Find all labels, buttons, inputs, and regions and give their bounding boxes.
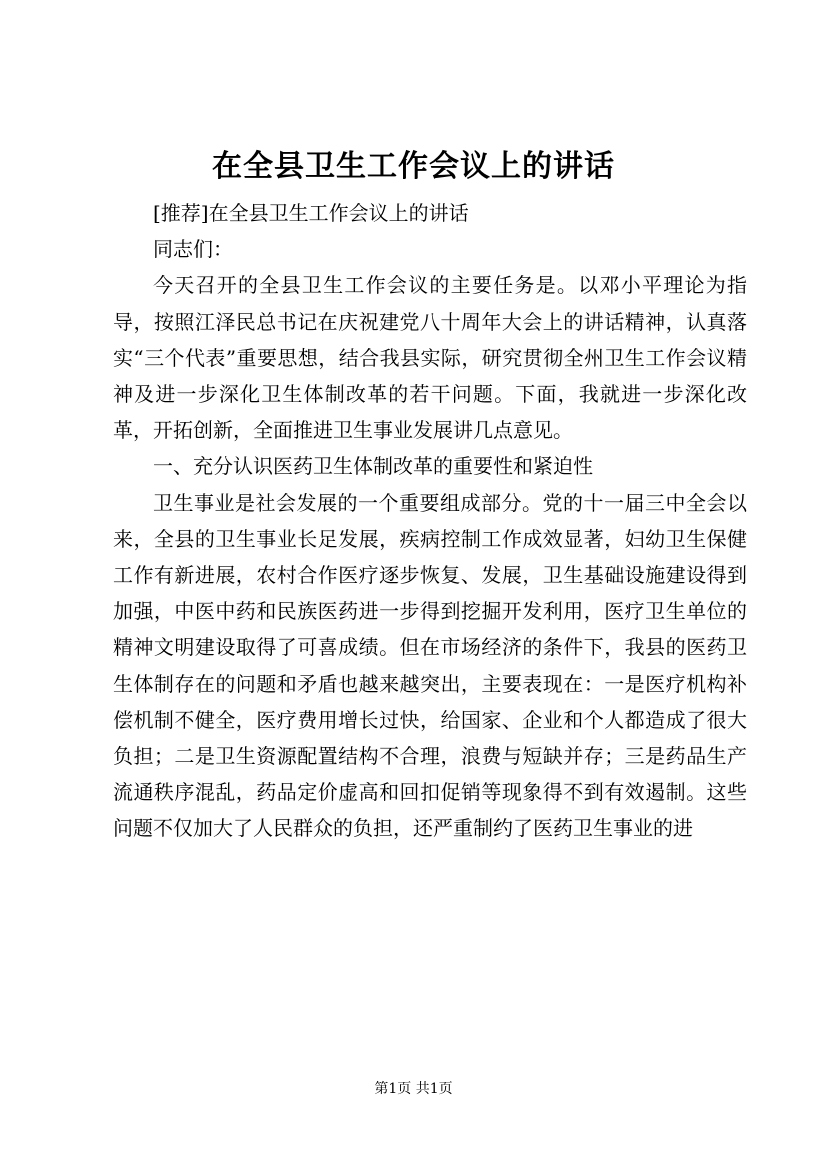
paragraph-intro: 今天召开的全县卫生工作会议的主要任务是。以邓小平理论为指导，按照江泽民总书记在庆祝建党八十周年大会上的讲话精神，认真落实“三个代表”重要思想，结合我县实际，研究贯彻全州卫生工作会议精神及进一步深化卫生体制改革的若干问题。下面，我就进一步深化改革，开拓创新，全面推进卫生事业发展讲几点意见。	[113, 273, 747, 443]
paragraph-recommend: [推荐]在全县卫生工作会议上的讲话	[153, 201, 469, 225]
paragraph-section-1: 卫生事业是社会发展的一个重要组成部分。党的十一届三中全会以来，全县的卫生事业长足发展，疾病控制工作成效显著，妇幼卫生保健工作有新进展，农村合作医疗逐步恢复、发展，卫生基础设施建设得到加强，中医中药和民族医药进一步得到挖掘开发利用，医疗卫生单位的精神文明建设取得了可喜成绩。但在市场经济的条件下，我县的医药卫生体制存在的问题和矛盾也越来越突出，主要表现在：一是医疗机构补偿机制不健全，医疗费用增长过快，给国家、企业和个人都造成了很大负担；二是卫生资源配置结构不合理，浪费与短缺并存；三是药品生产流通秩序混乱，药品定价虚高和回扣促销等现象得不到有效遏制。这些问题不仅加大了人民群众的负担，还严重制约了医药卫生事业的进	[113, 490, 747, 841]
paragraph-greeting: 同志们：	[153, 237, 233, 262]
document-title: 在全县卫生工作会议上的讲话	[212, 149, 615, 184]
document-body	[113, 195, 747, 847]
page-footer: 第1页 共1页	[374, 1081, 453, 1097]
section-heading-1: 一、充分认识医药卫生体制改革的重要性和紧迫性	[153, 454, 593, 479]
